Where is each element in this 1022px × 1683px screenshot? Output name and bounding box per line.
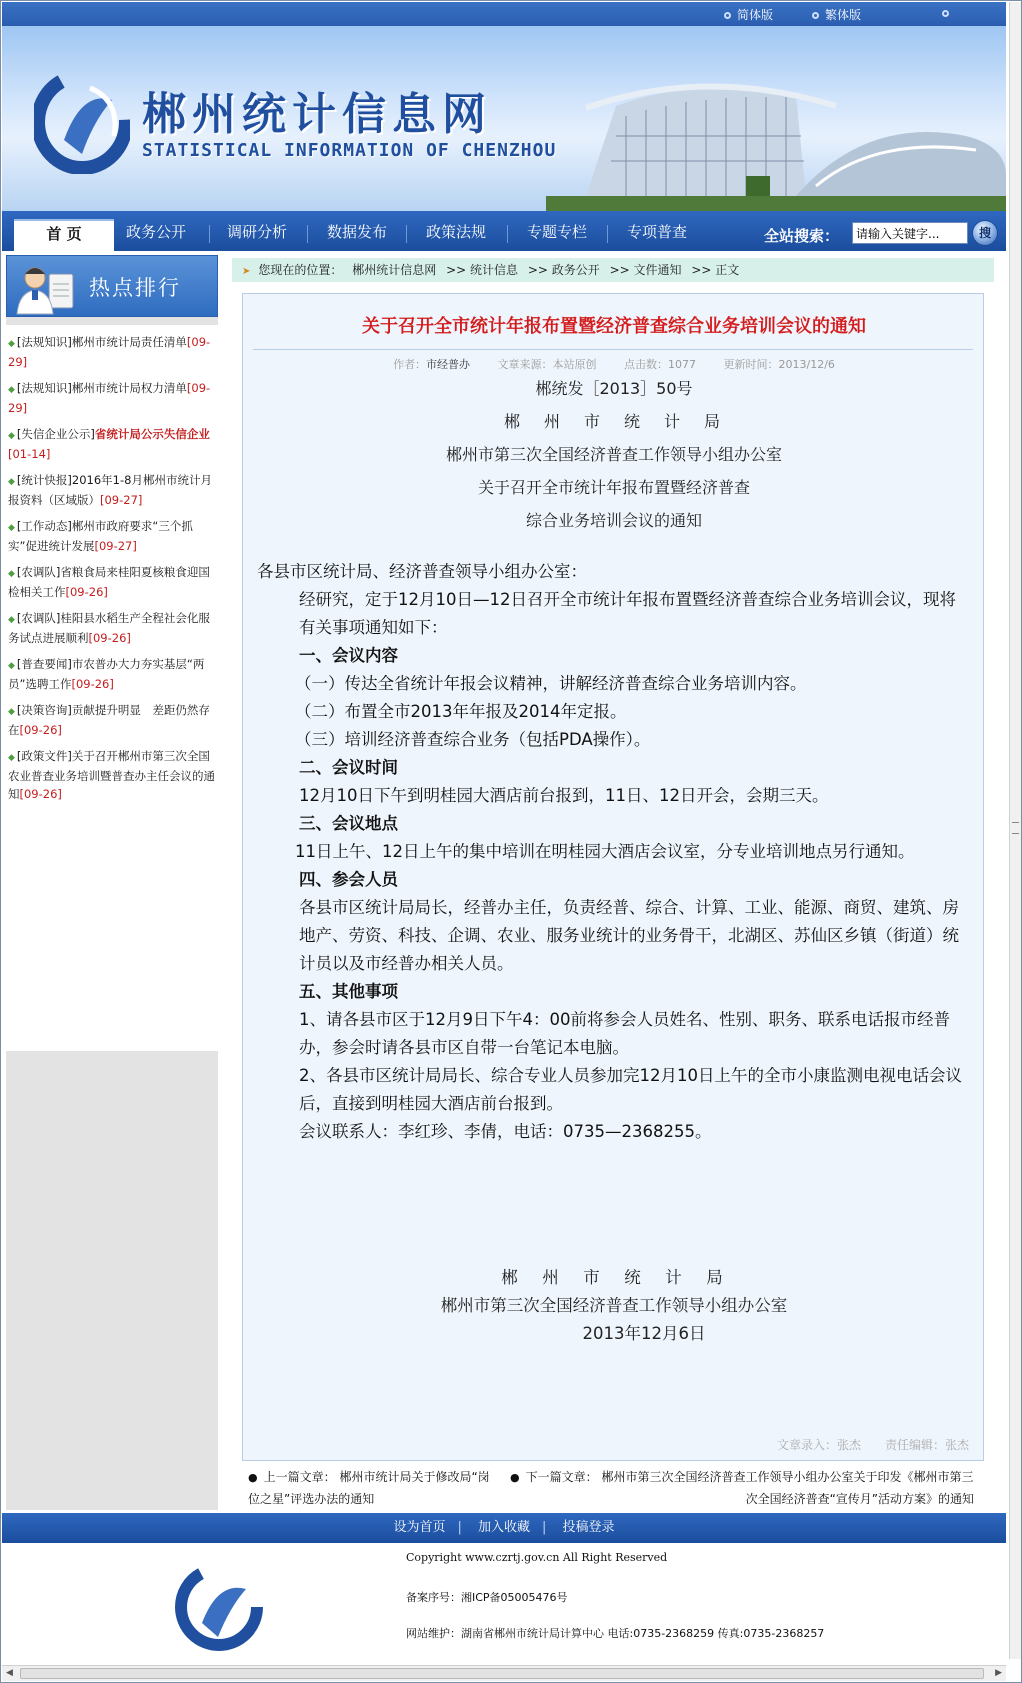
breadcrumb-current: >> 正文	[691, 263, 740, 277]
hot-list-item[interactable]: ◆ [法规知识]郴州市统计局责任清单[09-29]	[8, 335, 211, 369]
hot-list-item[interactable]: ◆ [失信企业公示]省统计局公示失信企业[01-14]	[8, 427, 210, 461]
next-article-link[interactable]: 次全国经济普查“宣传月”活动方案》的通知	[745, 1492, 974, 1506]
hot-list-item[interactable]: ◆ [农调队]省粮食局来桂阳夏核粮食迎国检相关工作[09-26]	[8, 565, 210, 599]
footer-logo-icon	[174, 1563, 264, 1651]
vertical-scrollbar[interactable]	[1009, 2, 1021, 1659]
bullet-icon: ◆	[8, 477, 15, 487]
search-input[interactable]	[852, 222, 968, 244]
submission-login-link[interactable]: 投稿登录	[562, 1520, 615, 1535]
simplified-link[interactable]: 简体版	[724, 6, 773, 23]
site-title: 郴州统计信息网	[142, 89, 492, 140]
footer-links: 设为首页 | 加入收藏 | 投稿登录	[2, 1513, 1006, 1543]
breadcrumb-notices[interactable]: >> 文件通知	[609, 263, 682, 277]
hot-list-item[interactable]: ◆ [法规知识]郴州市统计局权力清单[09-29]	[8, 381, 211, 415]
horizontal-scrollbar[interactable]	[2, 1665, 1006, 1681]
hot-list-item[interactable]: ◆ [工作动态]郴州市政府要求“三个抓实”促进统计发展[09-27]	[8, 519, 193, 553]
bullet-icon: ◆	[8, 385, 15, 395]
body-paragraph: 各县市区统计局、经济普查领导小组办公室：	[257, 562, 587, 581]
search-button[interactable]: 搜	[972, 220, 998, 246]
site-logo-icon	[34, 70, 130, 174]
scroll-thumb[interactable]	[20, 1668, 984, 1679]
search-label: 全站搜索：	[764, 227, 840, 245]
article-title: 关于召开全市统计年报布置暨经济普查综合业务培训会议的通知	[362, 316, 866, 337]
copyright-text: Copyright www.czrtj.gov.cn All Right Reserved	[406, 1551, 668, 1564]
divider	[253, 349, 973, 350]
sign-issuer: 郴州市第三次全国经济普查工作领导小组办公室	[440, 1296, 788, 1315]
section-heading: 一、会议内容	[299, 646, 398, 665]
body-paragraph: （二）布置全市2013年年报及2014年定报。	[295, 702, 627, 721]
set-homepage-link[interactable]: 设为首页	[393, 1520, 446, 1535]
footer	[2, 1543, 1006, 1663]
bullet-icon: ◆	[8, 661, 15, 671]
source: 本站原创	[552, 358, 597, 371]
hot-list-item[interactable]: ◆ [统计快报]2016年1-8月郴州市统计月报资料（区域版）[09-27]	[8, 473, 212, 507]
breadcrumb-stat-info[interactable]: >> 统计信息	[446, 263, 519, 277]
nav-item-policy[interactable]: 政策法规	[425, 223, 486, 241]
bullet-icon: ◆	[8, 569, 15, 579]
icp-record: 备案序号：湘ICP备05005476号	[406, 1591, 568, 1604]
article-meta: 作者：市经普办 文章来源：本站原创 点击数：1077 更新时间：2013/12/6	[393, 358, 835, 371]
hot-list-item[interactable]: ◆ [普查要闻]市农普办大力夯实基层“两员”选聘工作[09-26]	[8, 657, 205, 691]
scroll-right-icon[interactable]: ▶	[995, 1668, 1002, 1678]
bullet-icon: ◆	[8, 339, 15, 349]
hot-ranking-list	[6, 325, 218, 1051]
breadcrumb-gov-affairs[interactable]: >> 政务公开	[527, 263, 600, 277]
article-panel	[242, 293, 984, 1461]
sign-issuer: 郴 州 市 统 计 局	[501, 1268, 727, 1287]
stadium-illustration	[546, 66, 1006, 211]
person-with-clipboard-icon	[13, 260, 77, 316]
hot-list-item[interactable]: ◆ [政策文件]关于召开郴州市第三次全国农业普查业务培训暨普查办主任会议的通知[09-26]	[8, 749, 215, 801]
circle-icon	[942, 6, 949, 20]
section-heading: 二、会议时间	[299, 758, 398, 777]
issuer-line: 郴 州 市 统 计 局	[503, 412, 724, 431]
section-heading: 四、参会人员	[299, 870, 398, 889]
body-paragraph: 各县市区统计局局长，经普办主任，负责经普、综合、计算、工业、能源、商贸、建筑、房地产、劳资、科技、企调、农业、服务业统计的业务骨干，北湖区、苏仙区乡镇（街道）统计员以及市经普办相关人员。	[299, 898, 959, 973]
scroll-left-icon[interactable]: ◀	[6, 1668, 13, 1678]
breadcrumb-label: 您现在的位置：	[258, 263, 343, 277]
bullet-icon: ◆	[8, 523, 15, 533]
left-sidebar	[6, 255, 218, 1510]
nav-item-census[interactable]: 专项普查	[626, 223, 687, 241]
add-favorite-link[interactable]: 加入收藏	[477, 1520, 530, 1535]
top-bar	[2, 2, 1006, 26]
hot-list-item[interactable]: ◆ [农调队]桂阳县水稻生产全程社会化服务试点进展顺利[09-26]	[8, 611, 210, 645]
section-heading: 三、会议地点	[299, 814, 398, 833]
update-time: 2013/12/6	[778, 358, 835, 371]
body-paragraph: （一）传达全省统计年报会议精神，讲解经济普查综合业务培训内容。	[295, 674, 807, 693]
doc-title-line: 关于召开全市统计年报布置暨经济普查	[477, 478, 750, 497]
body-paragraph: 1、请各县市区于12月9日下午4：00前将参会人员姓名、性别、职务、联系电话报市经普办，参会时请各县市区自带一台笔记本电脑。	[299, 1010, 950, 1057]
hot-ranking-header	[6, 255, 218, 317]
body-paragraph: 2、各县市区统计局局长、综合专业人员参加完12月10日上午的全市小康监测电视电话会议后，直接到明桂园大酒店前台报到。	[299, 1066, 962, 1113]
bullet-icon: ◆	[8, 707, 15, 717]
sign-date: 2013年12月6日	[582, 1324, 706, 1343]
prev-article-link[interactable]: ● 上一篇文章： 郴州市统计局关于修改局“岗	[248, 1470, 490, 1484]
maintainer-info: 网站维护：湖南省郴州市统计局计算中心 电话:0735-2368259 传真:0735-2368257	[406, 1627, 825, 1640]
nav-item-research[interactable]: 调研分析	[226, 223, 287, 241]
bullet-icon: ◆	[8, 431, 15, 441]
doc-title-line: 综合业务培训会议的通知	[525, 511, 702, 530]
signature-block	[243, 1264, 985, 1348]
author: 市经普办	[426, 358, 471, 371]
main-nav	[2, 211, 1006, 251]
body-paragraph: 12月10日下午到明桂园大酒店前台报到，11日、12日开会，会期三天。	[299, 786, 829, 805]
section-heading: 五、其他事项	[299, 982, 398, 1001]
issuer-line: 郴州市第三次全国经济普查工作领导小组办公室	[445, 445, 782, 464]
body-paragraph: 经研究，定于12月10日—12日召开全市统计年报布置暨经济普查综合业务培训会议，现将有关事项通知如下：	[299, 590, 956, 637]
nav-item-data-release[interactable]: 数据发布	[326, 223, 387, 241]
nav-item-topics[interactable]: 专题专栏	[526, 223, 587, 241]
article-body	[257, 558, 963, 1146]
body-paragraph: （三）培训经济普查综合业务（包括PDA操作）。	[295, 730, 651, 749]
hot-ranking-title: 热点排行	[89, 276, 181, 300]
nav-item-gov-affairs[interactable]: 政务公开	[125, 223, 186, 241]
nav-item-home[interactable]: 首 页	[14, 219, 114, 251]
next-article-link[interactable]: ● 下一篇文章： 郴州市第三次全国经济普查工作领导小组办公室关于印发《郴州市第三	[510, 1470, 974, 1484]
bullet-icon: ◆	[8, 753, 15, 763]
body-paragraph: 11日上午、12日上午的集中培训在明桂园大酒店会议室，分专业培训地点另行通知。	[295, 842, 915, 861]
scroll-grip-icon	[1012, 822, 1019, 834]
breadcrumb-home[interactable]: 郴州统计信息网	[352, 263, 437, 277]
site-banner	[2, 26, 1006, 211]
hot-list-item[interactable]: ◆ [决策咨询]贡献提升明显 差距仍然存在[09-26]	[8, 703, 210, 737]
site-subtitle: STATISTICAL INFORMATION OF CHENZHOU	[142, 140, 557, 161]
traditional-link[interactable]: 繁体版	[812, 6, 861, 23]
arrow-right-icon: ➤	[242, 266, 251, 277]
circle-icon	[812, 12, 819, 19]
hit-count: 1077	[668, 358, 697, 371]
prev-article-link[interactable]: 位之星”评选办法的通知	[248, 1492, 375, 1506]
body-paragraph: 会议联系人：李红珍、李倩，电话：0735—2368255。	[299, 1122, 712, 1141]
bullet-icon: ◆	[8, 615, 15, 625]
editor-info: 文章录入：张杰 责任编辑：张杰	[776, 1438, 969, 1452]
breadcrumb	[232, 258, 994, 282]
circle-icon	[724, 12, 731, 19]
document-number: 郴统发［2013］50号	[535, 379, 693, 398]
